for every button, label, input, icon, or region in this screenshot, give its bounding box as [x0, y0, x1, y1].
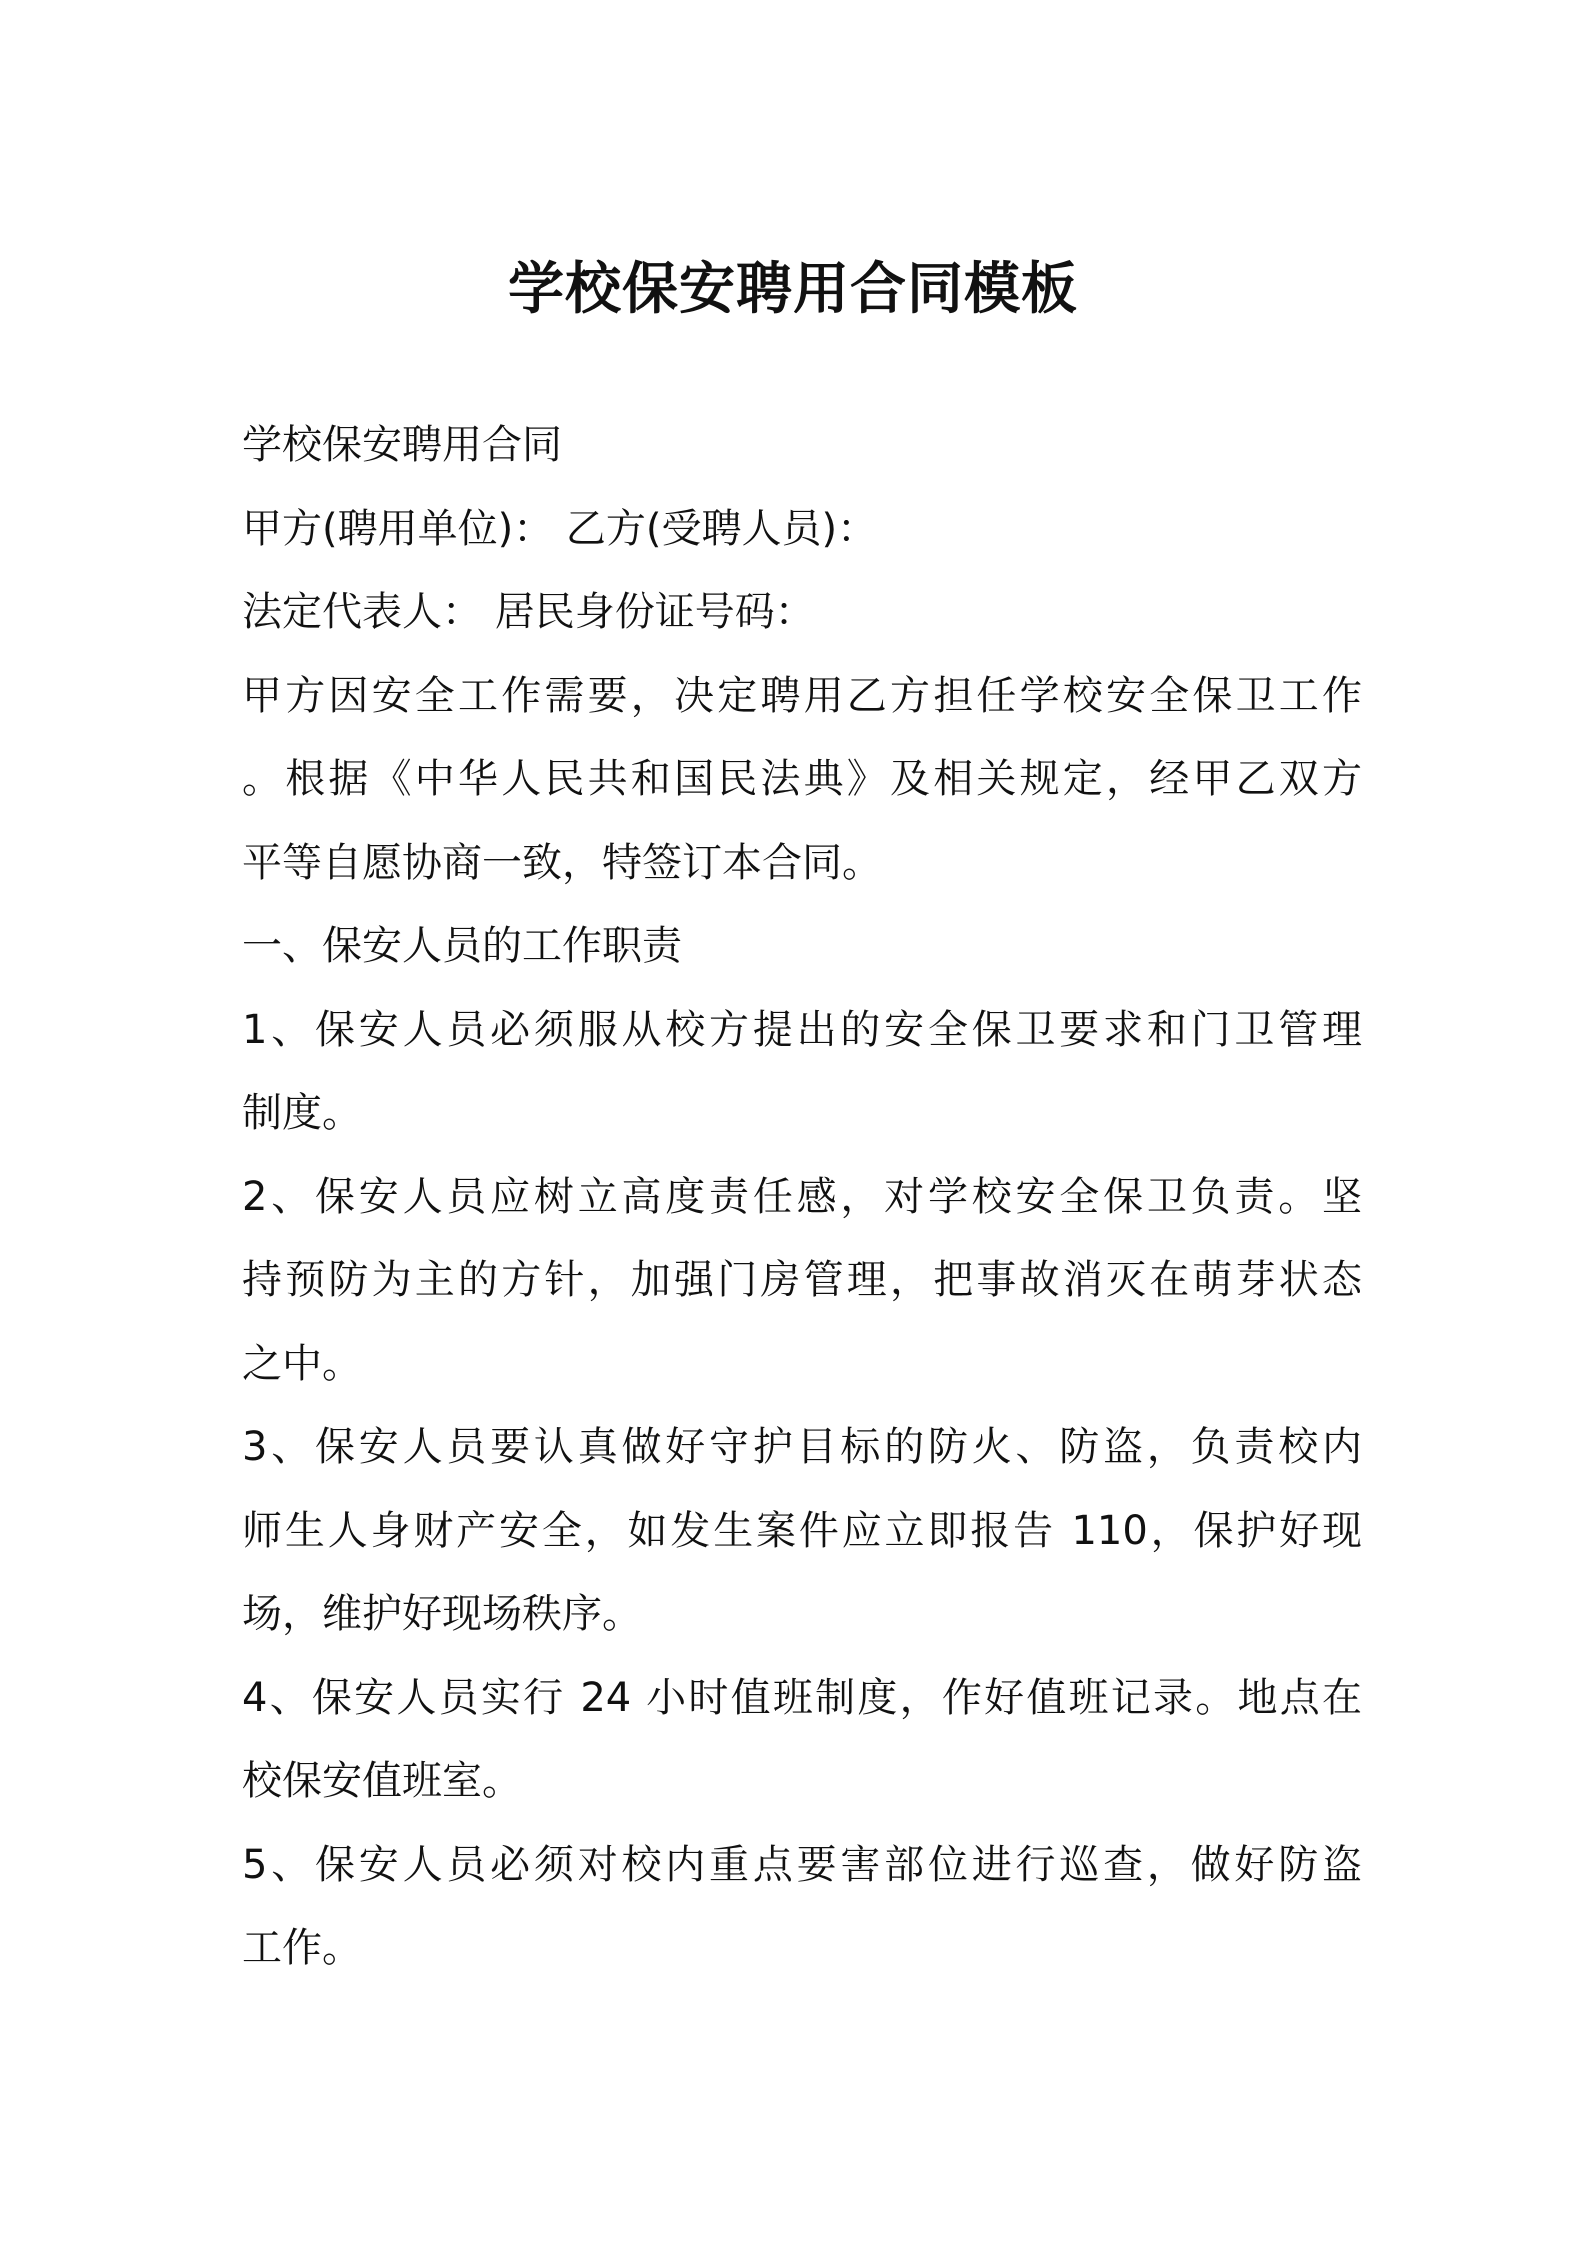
- document-line: 平等自愿协商一致，特签订本合同。: [242, 839, 882, 886]
- document-body: [242, 404, 1362, 1991]
- document-line: 场，维护好现场秩序。: [242, 1591, 642, 1637]
- document-line: 一、保安人员的工作职责: [242, 923, 682, 969]
- document-line: 学校保安聘用合同: [242, 422, 562, 468]
- document-line: 3、保安人员要认真做好守护目标的防火、防盗，负责校内: [242, 1424, 1362, 1470]
- document-line: 之中。: [242, 1340, 362, 1387]
- document-line: 持预防为主的方针，加强门房管理，把事故消灭在萌芽状态: [242, 1257, 1362, 1303]
- document-line: 制度。: [242, 1090, 362, 1136]
- document-line: 师生人身财产安全，如发生案件应立即报告 110，保护好现: [242, 1507, 1362, 1554]
- document-line: 2、保安人员应树立高度责任感，对学校安全保卫负责。坚: [242, 1173, 1362, 1220]
- document-line: 校保安值班室。: [242, 1758, 522, 1804]
- document-title: 学校保安聘用合同模板: [508, 257, 1078, 322]
- document-line: 甲方(聘用单位)： 乙方(受聘人员)：: [242, 505, 878, 552]
- document-line: 工作。: [242, 1925, 362, 1971]
- document-line: 甲方因安全工作需要，决定聘用乙方担任学校安全保卫工作: [242, 672, 1362, 719]
- document-line: 4、保安人员实行 24 小时值班制度，作好值班记录。地点在: [242, 1674, 1362, 1721]
- document-line: 。根据《中华人民共和国民法典》及相关规定，经甲乙双方: [242, 756, 1362, 802]
- document-line: 1、保安人员必须服从校方提出的安全保卫要求和门卫管理: [242, 1006, 1362, 1053]
- document-line: 5、保安人员必须对校内重点要害部位进行巡查，做好防盗: [242, 1841, 1362, 1888]
- document-line: 法定代表人： 居民身份证号码：: [242, 589, 815, 635]
